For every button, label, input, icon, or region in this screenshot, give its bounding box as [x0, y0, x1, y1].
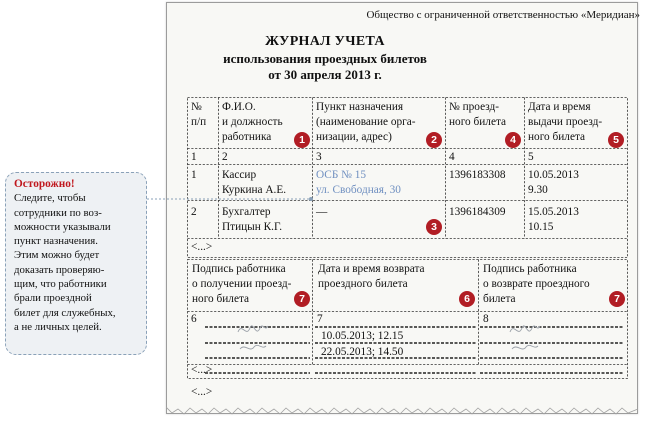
- badge-5: 5: [608, 132, 624, 148]
- table2-ellipsis: <...>: [191, 364, 213, 376]
- note-line: щим, что работники: [14, 278, 107, 291]
- header-receipt-signature: Подпись работника о получении проезд- ного билета: [192, 263, 292, 305]
- column-number: 3: [316, 151, 322, 163]
- header-ticket-number: № проезд- ного билета: [449, 101, 507, 128]
- badge-1: 1: [294, 132, 310, 148]
- column-number: 8: [483, 313, 489, 325]
- journal-subtitle: использования проездных билетов: [223, 51, 427, 66]
- badge-7: 7: [609, 291, 625, 307]
- badge-3: 3: [426, 219, 442, 235]
- note-line: Этим можно будет: [14, 249, 100, 262]
- column-number: 2: [222, 151, 228, 163]
- header-name: Ф.И.О. и должность работника: [222, 101, 283, 143]
- note-line: а не личных целей.: [14, 320, 102, 333]
- row-1-issued: 10.05.2013 9.30: [528, 169, 579, 196]
- column-number: 6: [191, 313, 197, 325]
- header-return-signature: Подпись работника о возврате проездного билета: [483, 263, 590, 305]
- note-line: брали проездной: [14, 292, 92, 305]
- badge-6: 6: [459, 291, 475, 307]
- row-2-name: Бухгалтер Птицын К.Г.: [222, 206, 283, 233]
- table1-ellipsis: <...>: [191, 241, 213, 253]
- row-1-name: Кассир Куркина А.Е.: [222, 169, 287, 196]
- return-2: 22.05.2013; 14.50: [321, 346, 404, 358]
- column-number: 5: [528, 151, 534, 163]
- page-ellipsis: <...>: [191, 386, 213, 398]
- badge-2: 2: [426, 132, 442, 148]
- row-2-ticket: 1396184309: [449, 206, 506, 218]
- row-1-destination: ОСБ № 15 ул. Свободная, 30: [316, 169, 401, 196]
- row-1-ticket: 1396183308: [449, 169, 506, 181]
- note-line: пункт назначения.: [14, 235, 98, 248]
- organization-name: Общество с ограниченной ответственностью «Меридиан»: [366, 9, 640, 21]
- row-2-destination: —: [316, 206, 328, 218]
- note-line: доказать проверяю-: [14, 263, 105, 276]
- row-2-no: 2: [191, 206, 197, 218]
- journal-title: ЖУРНАЛ УЧЕТА: [265, 34, 385, 49]
- warning-title: Осторожно!: [14, 178, 75, 190]
- badge-4: 4: [505, 132, 521, 148]
- header-no: № п/п: [191, 101, 207, 128]
- note-line: билет для служебных,: [14, 306, 116, 319]
- journal-date: от 30 апреля 2013 г.: [268, 67, 382, 82]
- return-1: 10.05.2013; 12.15: [321, 330, 404, 342]
- badge-7: 7: [294, 291, 310, 307]
- header-destination: Пункт назначения (наименование орга- низации, адрес): [316, 101, 416, 143]
- note-line: Следите, чтобы: [14, 192, 86, 205]
- warning-note: [5, 172, 147, 355]
- column-number: 7: [317, 313, 323, 325]
- row-1-no: 1: [191, 169, 197, 181]
- header-issue-datetime: Дата и время выдачи проезд- ного билета: [528, 101, 603, 143]
- note-line: можности указывали: [14, 220, 111, 233]
- column-number: 1: [191, 151, 197, 163]
- header-return-datetime: Дата и время возврата проездного билета: [318, 263, 425, 290]
- note-line: сотрудники по воз-: [14, 206, 102, 219]
- row-2-issued: 15.05.2013 10.15: [528, 206, 579, 233]
- column-number: 4: [449, 151, 455, 163]
